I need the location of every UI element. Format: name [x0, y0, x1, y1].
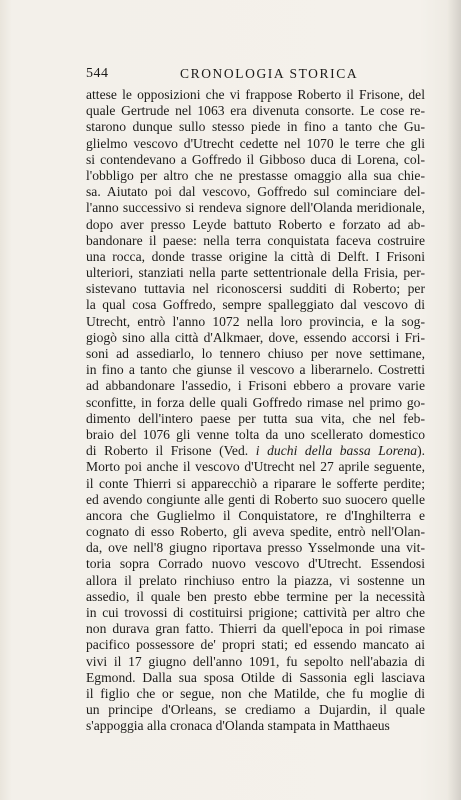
text-line: dimento dell'intero paese per tutta sua vita, che nel feb- [86, 410, 425, 426]
text-line: glielmo vescovo d'Utrecht cedette nel 1070 le terre che gli [86, 135, 425, 151]
text-line: toria sopra Corrado nuovo vescovo d'Utrecht. Essendosi [86, 556, 425, 572]
text-line: un principe d'Orleans, se crediamo a Dujardin, il quale [86, 702, 425, 718]
text-line: attese le opposizioni che vi frappose Roberto il Frisone, del [86, 87, 425, 102]
page-edge-shadow [447, 0, 461, 800]
text-line: in cui trovossi di costituirsi prigione; cattività per altro che [86, 605, 425, 620]
text-line: quale Gertrude nel 1063 era divenuta consorte. Le cose re- [86, 103, 425, 119]
text-line: sistevano tuttavia nel riconoscersi sudditi di Roberto; per [86, 281, 425, 297]
text-line: s'appoggia alla cronaca d'Olanda stampata in Matthaeus [86, 718, 390, 734]
text-line: da, ove nell'8 giugno riportava presso Ysselmonde una vit- [86, 540, 425, 556]
text-line: Morto poi anche il vescovo d'Utrecht nel 27 aprile seguente, [86, 459, 425, 475]
text-line: la qual cosa Goffredo, sempre spalleggiato dal vescovo di [86, 297, 425, 313]
text-line: il figlio che or segue, non che Matilde, che fu moglie di [86, 685, 425, 701]
text-line: vivi il 17 giugno dell'anno 1091, fu sepolto nell'abazia di [86, 653, 425, 669]
text-line: ulteriori, stanziati nella parte settentrionale della Frisia, per- [86, 265, 425, 281]
text-line: non durava gran fatto. Thierri da quell'epoca in poi rimase [86, 621, 425, 637]
text-line: soni ad assediarlo, lo tennero chiuso per nove settimane, [86, 346, 425, 361]
text-line: starono dunque sullo stesso piede in fino a tanto che Gu- [86, 119, 425, 135]
text-line: Egmond. Dalla sua sposa Otilde di Sassonia egli lasciava [86, 669, 425, 685]
text-line: in fino a tanto che giunse il vescovo a liberarnelo. Costretti [86, 362, 425, 378]
text-segment: di Roberto il Frisone (Ved. [86, 443, 249, 459]
text-line: il conte Thierri si apparecchiò a riparare le sofferte perdite; [86, 475, 425, 491]
running-header [86, 66, 422, 84]
text-line: ancora che Guglielmo il Conquistatore, re d'Inghilterra e [86, 507, 425, 523]
text-line: sa. Aiutato poi dal vescovo, Goffredo sul cominciare del- [86, 184, 425, 200]
text-line: cognato di esso Roberto, gli aveva spedite, entrò nell'Olan- [86, 524, 425, 540]
page-number: 544 [86, 66, 109, 81]
text-line: si contendevano a Goffredo il Gibboso duca di Lorena, col- [86, 151, 425, 167]
italic-reference: i duchi della bassa Lorena [255, 443, 418, 459]
text-line: una rocca, donde trasse origine la città di Delft. I Frisoni [86, 248, 425, 264]
running-title: CRONOLOGIA STORICA [180, 66, 359, 81]
text-line: sconfitte, in forza delle quali Goffredo rimase nel primo go- [86, 394, 425, 410]
text-line: assedio, il quale ben presto ebbe termine per la necessità [86, 588, 425, 604]
text-line: allora il prelato rinchiuso entro la piazza, vi sostenne un [86, 572, 425, 588]
text-line: braio del 1076 gli venne tolta da uno scellerato domestico [86, 426, 425, 442]
text-line: ed avendo congiunte alle genti di Roberto suo suocero quelle [86, 491, 425, 507]
text-line: ad abbandonare l'assedio, i Frisoni ebbero a provare varie [86, 378, 425, 394]
reference-close: ). [417, 443, 425, 459]
text-line: giogò sino alla città d'Alkmaer, dove, essendo accorsi i Fri- [86, 329, 425, 345]
text-line: bandonare il paese: nella terra conquistata faceva costruire [86, 232, 425, 248]
text-line: l'obbligo per altro che ne prestasse omaggio alla sua chie- [86, 167, 425, 183]
text-line-with-reference [86, 443, 425, 459]
text-line: dopo aver presso Leyde battuto Roberto e forzato ad ab- [86, 216, 425, 232]
text-line: l'anno successivo si rendeva signore dell'Olanda meridionale, [86, 200, 425, 216]
body-text [86, 87, 425, 735]
text-line: pacifico possessore de' propri stati; ed essendo mancato ai [86, 637, 425, 653]
text-line: Utrecht, entrò l'anno 1072 nella loro provincia, e la sog- [86, 313, 425, 329]
